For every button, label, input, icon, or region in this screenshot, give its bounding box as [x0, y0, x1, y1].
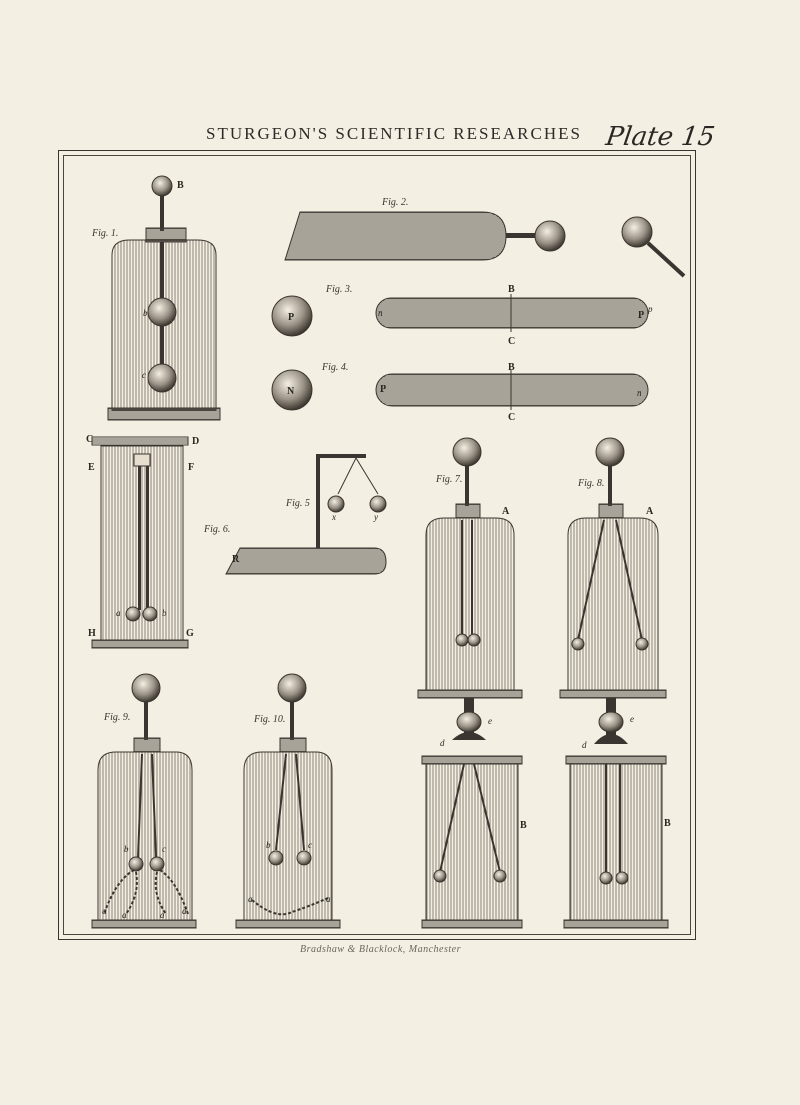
fig6-label: Fig. 6.: [204, 524, 231, 535]
fig3-letter-n: n: [378, 308, 383, 318]
fig3-letter-C: C: [508, 336, 516, 347]
fig4-letter-C: C: [508, 412, 516, 423]
fig1-knob: [152, 176, 172, 196]
fig6-letter-F: F: [188, 462, 195, 473]
fig1-letter-b: b: [143, 308, 148, 318]
fig6-letter-G: G: [186, 628, 194, 639]
fig9-letter-b: b: [124, 844, 129, 854]
fig4-letter-N: N: [287, 386, 295, 397]
fig8-letter-d: d: [582, 740, 587, 750]
fig5-letter-R: R: [232, 554, 240, 565]
fig7-label: Fig. 7.: [436, 474, 463, 485]
fig3-letter-B: B: [508, 284, 515, 295]
fig6-letter-a: a: [116, 608, 121, 618]
figure-4: [272, 362, 648, 423]
fig7-letter-B: B: [520, 820, 527, 831]
figure-9: [92, 674, 196, 928]
fig9-letter-a2: a: [122, 910, 127, 920]
fig6-letter-D: D: [192, 436, 200, 447]
fig4-letter-P: P: [380, 384, 387, 395]
fig3-label: Fig. 3.: [326, 284, 353, 295]
fig5-letter-y: y: [374, 512, 378, 522]
fig4-letter-n: n: [637, 388, 642, 398]
fig4-label: Fig. 4.: [322, 362, 349, 373]
fig3-letter-p: p: [648, 304, 653, 314]
fig4-letter-B: B: [508, 362, 515, 373]
fig9-letter-a4: a: [182, 906, 187, 916]
figure-3: [272, 284, 653, 347]
figure-7: [418, 438, 527, 928]
figure-10: [236, 674, 340, 928]
fig3-letter-P2: P: [638, 310, 645, 321]
fig10-letter-c: c: [308, 840, 312, 850]
fig10-letter-a1: a: [248, 894, 253, 904]
fig1-label: Fig. 1.: [92, 228, 119, 239]
fig8-letter-B: B: [664, 818, 671, 829]
fig1-letter-B: B: [177, 180, 184, 191]
fig1-letter-c: c: [142, 370, 146, 380]
fig9-label: Fig. 9.: [104, 712, 131, 723]
engraver-credit: Bradshaw & Blacklock, Manchester: [300, 944, 461, 955]
fig7-letter-e: e: [488, 716, 492, 726]
fig9-letter-c: c: [162, 844, 166, 854]
fig3-letter-P: P: [288, 312, 295, 323]
fig10-letter-a2: a: [326, 894, 331, 904]
fig8-letter-e: e: [630, 714, 634, 724]
figure-2: [285, 197, 684, 276]
figure-8: [560, 438, 671, 928]
fig10-label: Fig. 10.: [254, 714, 286, 725]
fig6-letter-C: C: [86, 434, 94, 445]
fig9-letter-a1: a: [102, 906, 107, 916]
page-header: STURGEON'S SCIENTIFIC RESEARCHES: [206, 124, 582, 143]
figure-5: [226, 456, 386, 574]
fig5-letter-x: x: [332, 512, 336, 522]
fig9-letter-a3: a: [160, 910, 165, 920]
fig5-label: Fig. 5: [286, 498, 310, 509]
fig10-letter-b: b: [266, 840, 271, 850]
figure-1: [91, 176, 220, 420]
fig6-letter-b: b: [162, 608, 167, 618]
fig2-label: Fig. 2.: [382, 197, 409, 208]
fig6-letter-H: H: [88, 628, 96, 639]
plate-number: Plate 15: [603, 122, 717, 152]
fig6-letter-E: E: [88, 462, 95, 473]
figure-6: [86, 434, 230, 648]
fig7-letter-d: d: [440, 738, 445, 748]
fig8-letter-A: A: [646, 506, 654, 517]
fig7-letter-A: A: [502, 506, 510, 517]
fig8-label: Fig. 8.: [578, 478, 605, 489]
